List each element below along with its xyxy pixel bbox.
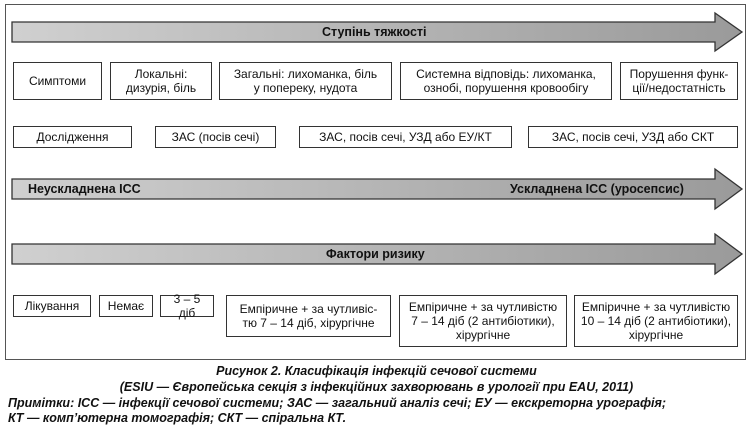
risk-label: Фактори ризику: [326, 247, 425, 261]
symptom-local: Локальні: дизурія, біль: [110, 62, 212, 100]
risk-arrow: [0, 230, 753, 278]
symptom-organ-failure: Порушення функ- ції/недостатність: [620, 62, 738, 100]
investigation-urinalysis: ЗАС (посів сечі): [155, 126, 276, 148]
complication-arrow: [0, 166, 753, 214]
treatment-empirical-1: Емпіричне + за чутливіс- тю 7 – 14 діб, хірургічне: [226, 295, 391, 337]
severity-label: Ступінь тяжкості: [322, 25, 427, 39]
investigations-header: Дослідження: [13, 126, 132, 148]
symptom-systemic: Системна відповідь: лихоманка, ознобі, порушення кровообігу: [400, 62, 612, 100]
investigation-ultrasound-ct: ЗАС, посів сечі, УЗД або ЕУ/КТ: [299, 126, 512, 148]
figure-notes-line2: КТ — комп’ютерна томографія; СКТ — спіральна КТ.: [8, 411, 347, 425]
figure-notes-line1: Примітки: ІСС — інфекції сечової системи; ЗАС — загальний аналіз сечі; ЕУ — екскреторна урографія;: [8, 396, 667, 410]
figure-title: Рисунок 2. Класифікація інфекцій сечової системи: [216, 364, 537, 378]
treatment-none: Немає: [99, 295, 153, 317]
complicated-label: Ускладнена ІСС (уросепсис): [510, 182, 684, 196]
treatment-empirical-2: Емпіричне + за чутливістю 7 – 14 діб (2 антибіотики), хірургічне: [399, 295, 567, 347]
treatment-empirical-3: Емпіричне + за чутливістю 10 – 14 діб (2 антибіотики), хірургічне: [574, 295, 738, 347]
symptom-general: Загальні: лихоманка, біль у попереку, нудота: [219, 62, 392, 100]
figure-source: (ESIU — Європейська секція з інфекційних захворювань в урології при EAU, 2011): [119, 380, 634, 394]
uncomplicated-label: Неускладнена ІСС: [28, 182, 141, 196]
investigation-ultrasound-sct: ЗАС, посів сечі, УЗД або СКТ: [528, 126, 738, 148]
symptoms-header: Симптоми: [13, 62, 102, 100]
treatment-header: Лікування: [13, 295, 91, 317]
severity-arrow: [0, 8, 753, 56]
treatment-short: 3 – 5 діб: [160, 295, 214, 317]
